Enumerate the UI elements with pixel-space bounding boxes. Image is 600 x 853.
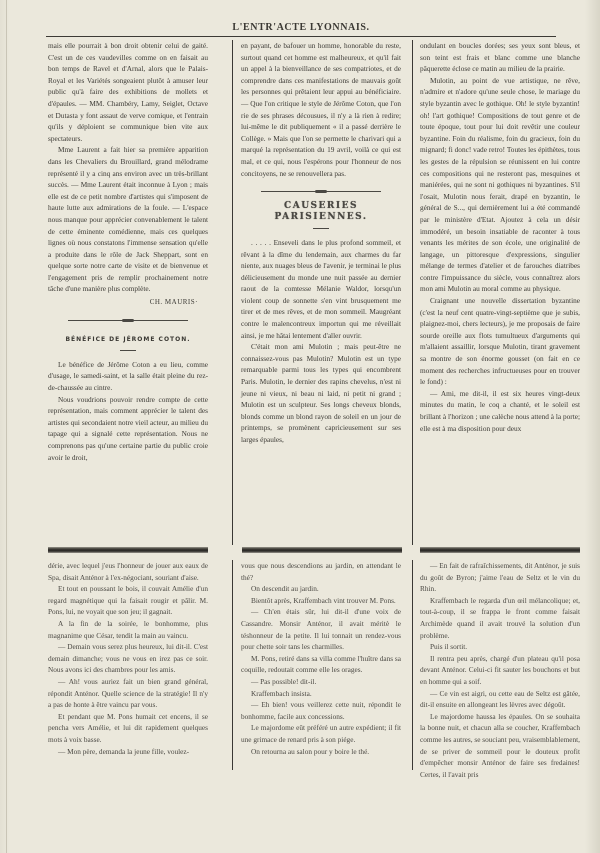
- column-divider: [412, 40, 413, 545]
- short-rule: [313, 228, 329, 229]
- paragraph: Kraffembach le regarda d'un œil mélancolique; et, tout-à-coup, il se frappa le front comme faisait Archimède quand il avait trouvé la solution d'un problème.: [420, 595, 580, 640]
- header-rule: [46, 36, 556, 37]
- section-title: BÉNÉFICE DE JÉROME COTON.: [65, 336, 191, 344]
- paragraph: Le bénéfice de Jérôme Coton a eu lieu, comme d'usage, le samedi-saint, et la salle était pleine du rez-de-chaussée au cintre.: [48, 359, 208, 393]
- paragraph: Et tout en poussant le bois, il couvait Amélie d'un regard magnétique qui la faisait rougir et pâlir. M. Pons, lui, ne voyait que son jeu; il gagnait.: [48, 584, 208, 617]
- paragraph: Nous voudrions pouvoir rendre compte de cette représentation, mais comment apprécier le talent des artistes qui secondaient notre vieil acteur, au milieu du tapage qui a signalé cette représentation. Nous ne comprenons pas qu'une certaine partie du public croie avoir le droit,: [48, 394, 208, 462]
- upper-column-3: [420, 40, 580, 434]
- paragraph: — Ce vin est aigri, ou cette eau de Seltz est gâtée, dit-il ensuite en allongeant les lèvres avec dégoût.: [420, 688, 580, 710]
- paragraph: — Ah! vous auriez fait un bien grand général, répondit Anténor. Quelle science de la stratégie! Il n'y a pas de honte à être vaincu par vous.: [48, 676, 208, 710]
- paragraph: — Mon père, demanda la jeune fille, voulez-: [58, 746, 190, 756]
- paragraph: mais elle pourrait à bon droit obtenir celui de gaité. C'est un de ces vaudevilles comme on en faisait au bon temps de Ravel et d'Arnal, alors que le Palais-Royal et les Variétés songeaient plutôt à amuser leur public qu'à faire des exhibitions de mollets et d'épaules. — MM. Chambéry, Lamy, Seiglet, Octave et Dutasta y font assaut de verve comique, et l'entrain qu'ils y déploient se communique bien vite aux spectateurs.: [48, 41, 208, 143]
- page-edge: [6, 0, 7, 853]
- paragraph: Craignant une nouvelle dissertation byzantine (c'est la neuf cent quatre-vingt-septième que je subis, plaignez-moi, chers lecteurs), je me proposais de faire sourde oreille aux flots tumultueux d'arguments qui m'allaient assaillir, lorsque Mulotin, tirant gravement sa montre de son énorme gousset (on fait en ce moment des recherches infructueuses pour en trouver le fond) :: [420, 296, 580, 387]
- upper-column-2: [241, 40, 401, 446]
- paragraph: Le majordome haussa les épaules. On se souhaita la bonne nuit, et chacun alla se coucher, Kraffembach comme les autres, se souciant peu, vraisemblablement, de se priver de sommeil pour le douteux profit d'empêcher monsir Anténor de faire ses fredaines! Certes, il l'avait pris: [420, 711, 580, 779]
- double-rule-band: [242, 547, 402, 553]
- lower-column-3: [420, 560, 580, 780]
- paragraph: — Eh bien! vous veillerez cette nuit, répondit le bonhomme, facile aux concessions.: [241, 700, 401, 721]
- paragraph: Bientôt après, Kraffembach vint trouver M. Pons.: [251, 595, 396, 605]
- column-divider: [232, 560, 233, 770]
- paragraph: — Ami, me dit-il, il est six heures vingt-deux minutes du matin, le coq a chanté, et le soleil est brillant à l'horizon ; une calèche nous attend à la porte; elle est à ma disposition pour deux: [420, 388, 580, 433]
- paragraph: On retourna au salon pour y boire le thé.: [251, 746, 370, 756]
- ornamental-rule-icon: [241, 185, 401, 197]
- lower-column-2: [241, 560, 401, 757]
- paragraph: On descendit au jardin.: [251, 584, 319, 594]
- paragraph: Et pendant que M. Pons humait cet encens, il se pencha vers Amélie, et lui dit rapidement quelques mots à voix basse.: [48, 711, 208, 744]
- paragraph: Puis il sortit.: [430, 642, 468, 652]
- paragraph: — Ch'en étais sûr, lui dit-il d'une voix de Cassandre. Monsir Anténor, il avait méritè le téshonneur de la petite. Il lui tonnait un rendez-vous pour chette soir tans les charmilles.: [241, 607, 401, 652]
- paragraph: C'était mon ami Mulotin ; mais peut-être ne connaissez-vous pas Mulotin? Mulotin est un type remarquable parmi tous les types qui encombrent Paris. Mulotin, le dernier des rapins chevelus, n'est ni jeune ni vieux, ni beau ni laid, ni petit ni grand ; Mulotin est un sculpteur. Ses longs cheveux blonds, blonds comme un blond rayon de soleil en un jour de printemps, se promènent capricieusement sur ses larges épaules,: [241, 342, 401, 444]
- paragraph: vous que nous descendions au jardin, en attendant le thé?: [241, 561, 401, 582]
- paragraph: . . . . . Enseveli dans le plus profond sommeil, et rêvant à la dîme du lendemain, aux charmes du far niente, aux nuages bleus de l'avenir, je terminai le plus délicieusement du monde une nuit passée au dernier raout de la comtesse Mélanie Waldor, lorsqu'un violent coup de sonnette s'en vint brusquement me tirer et de mes rêves, et de mon sommeil. Maugréant contre le malencontreux importun qui me réveillait ainsi, je me hâtai lentement d'aller ouvrir.: [241, 237, 401, 340]
- signature: CH. MAURIS·: [149, 298, 198, 307]
- paragraph: A la fin de la soirée, le bonhomme, plus magnanime que César, tendit la main au vaincu.: [48, 618, 208, 640]
- column-divider: [232, 40, 233, 545]
- paragraph: Mulotin, au point de vue artistique, ne rêve, n'admire et n'adore qu'une seule chose, le mariage du style byzantin avec le gothique. Oh! le style byzantin! oh! l'art gothique! Compositions de tout genre et de toute époque, tout pour lui doit revêtir une couleur byzantine. Foin du réalisme, foin du gracieux, foin du mignard; fi donc! vade retro! Toutes les épithètes, tous les gestes de la répulsion se réunissent en lui contre ces compositions qui ne resteront pas, mesquines et maniérées, qui ne sont ni gothiques ni byzantines. S'il l'osait, Mulotin nous ferait, drapé en byzantin, le général de S..., qui dernièrement lui a été commandé par le ministère d'Etat. Ajoutez à cela un désir immodéré, un besoin insatiable de raconter à tous venants les mérites de son école, une originalité de langage, un pittoresque d'expressions, singulier mélange de termes d'atelier et de farouches diatribes contre l'impuissance du siècle, vous connaîtrez alors mon ami Mulotin au moral comme au physique.: [420, 75, 580, 294]
- paragraph: — Demain vous serez plus heureux, lui dit-il. C'est demain dimanche; vous ne vous en irez pas ce soir. Nous avons ici des chambres pour les amis.: [48, 642, 208, 675]
- paragraph: Il rentra peu après, chargé d'un plateau qu'il posa devant Anténor. Celui-ci fit sauter les bouchons et but en homme qui a soif.: [420, 653, 580, 686]
- ornamental-rule-icon: [48, 315, 208, 327]
- upper-column-1: [48, 40, 208, 463]
- paragraph: M. Pons, retiré dans sa villa comme l'huître dans sa coquille, redoutait comme elle les orages.: [241, 653, 401, 675]
- column-divider: [412, 560, 413, 770]
- paragraph: dérie, avec lequel j'eus l'honneur de jouer aux eaux de Spa, disait Anténor à l'ex-négociant, souriant d'aise.: [48, 561, 208, 582]
- paragraph: — Pas possible! dit-il.: [251, 676, 317, 686]
- paragraph: en payant, de bafouer un homme, honorable du reste, surtout quand cet homme est malheureux, et qu'il fait un appel à la bienveillance de ses compatriotes, et de comprendre dans ces manifestations de mauvais goût les personnes qui prêtaient leur appui au bénéficiaire. — Que l'on critique le style de Jérôme Coton, que l'on rie de ses phrases décousues, il n'y a là rien à redire; lui-même le dit publiquement « il a passé derrière le Collège. » Mais que l'on se permette le charivari qui a marqué la représentation du 19 avril, voilà ce qui est mal, et ce qui, nous l'espérons pour l'honneur de nos concitoyens, ne se renouvellera pas.: [241, 41, 401, 178]
- double-rule-band: [48, 547, 208, 553]
- section-title: CAUSERIES PARISIENNES.: [274, 200, 368, 223]
- lower-column-1: [48, 560, 208, 757]
- paragraph: — En fait de rafraîchissements, dit Anténor, je suis du goût de Byron; j'aime l'eau de Seltz et le vin du Rhin.: [420, 561, 580, 594]
- paragraph: Mme Laurent a fait hier sa première apparition dans les Chevaliers du Brouillard, grand mélodrame représenté il y a cinq ans environ avec un très-brillant succès. — Mme Laurent était inconnue à Lyon ; mais elle est de ce petit nombre d'artistes qui s'imposent de haute lutte aux admirations de la foule. — L'espace nous manque pour apprécier convenablement le talent de cette éminente comédienne, mais ces quelques lignes où nous constatons l'immense sensation qu'elle a produite dans le rôle de Jack Sheppart, sont en quelque sorte notre carte de visite et de bienvenue et l'engagement pris de remplir prochainement notre tâche d'une manière plus complète.: [48, 145, 208, 294]
- paragraph: Kraffembach insista.: [251, 688, 312, 698]
- page-title: L'ENTR'ACTE LYONNAIS.: [232, 22, 370, 33]
- paragraph: Le majordome eût préféré un autre expédient; il fit une grimace de renard pris à son piége.: [241, 723, 401, 744]
- paragraph: ondulant en boucles dorées; ses yeux sont bleus, et son teint est frais et blanc comme une blanche pâquerette éclose ce matin au milieu de la prairie.: [420, 41, 580, 74]
- short-rule: [120, 350, 136, 351]
- masthead: [46, 0, 556, 36]
- double-rule-band: [420, 547, 580, 553]
